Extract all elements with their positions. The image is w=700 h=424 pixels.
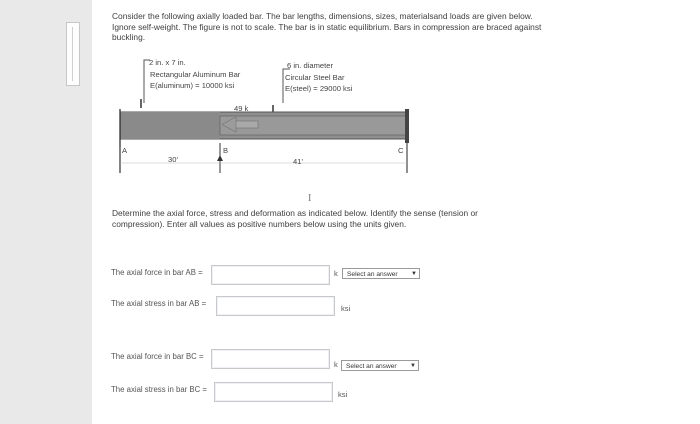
st-dia-label: 6 in. diameter	[287, 61, 334, 70]
select-label: Select an answer	[346, 363, 397, 370]
aluminum-segment	[120, 112, 220, 139]
point-c-label: C	[398, 146, 404, 155]
unit-label: k	[334, 360, 338, 369]
chevron-down-icon: ▼	[411, 271, 417, 277]
length-ab-label: 30'	[168, 155, 178, 164]
unit-label: k	[334, 269, 338, 278]
length-bc-label: 41'	[293, 157, 303, 166]
point-b-label: B	[223, 146, 229, 155]
problem-instructions: Determine the axial force, stress and deformation as indicated below. Identify the sense (tension or compression). Enter all values as positive numbers below using the units given.	[112, 208, 478, 229]
sense-ab-select[interactable]	[342, 268, 420, 279]
al-dims-label: 2 in. x 7 in.	[149, 58, 186, 67]
st-modulus-label: E(steel) = 29000 ksi	[285, 84, 353, 93]
load-arrow-shaft	[234, 121, 258, 128]
question-label: The axial force in bar AB =	[111, 268, 203, 277]
stress-bc-input[interactable]	[214, 382, 333, 402]
st-name-label: Circular Steel Bar	[285, 73, 345, 82]
select-label: Select an answer	[347, 271, 398, 278]
unit-label: ksi	[341, 304, 351, 313]
question-label: The axial stress in bar AB =	[111, 299, 207, 308]
unit-label: ksi	[338, 390, 348, 399]
point-a-label: A	[122, 146, 128, 155]
chevron-down-icon: ▼	[410, 363, 416, 369]
load-label: 49 k	[234, 104, 249, 113]
sense-bc-select[interactable]	[341, 360, 419, 371]
al-modulus-label: E(aluminum) = 10000 ksi	[150, 81, 235, 90]
support-c	[405, 109, 409, 143]
stress-ab-input[interactable]	[216, 296, 335, 316]
collapse-handle[interactable]	[66, 22, 80, 86]
problem-intro: Consider the following axially loaded bar. The bar lengths, dimensions, sizes, materialsand loads are given below. Ignore self-weight. The figure is not to scale. The bar is in static equilibrium. Bars in compression are braced against buckling.	[112, 11, 542, 42]
force-ab-input[interactable]	[211, 265, 330, 285]
text-cursor-icon: I	[308, 193, 312, 204]
question-label: The axial stress in bar BC =	[111, 385, 207, 394]
question-label: The axial force in bar BC =	[111, 352, 204, 361]
force-bc-input[interactable]	[211, 349, 330, 369]
al-name-label: Rectangular Aluminum Bar	[150, 70, 241, 79]
